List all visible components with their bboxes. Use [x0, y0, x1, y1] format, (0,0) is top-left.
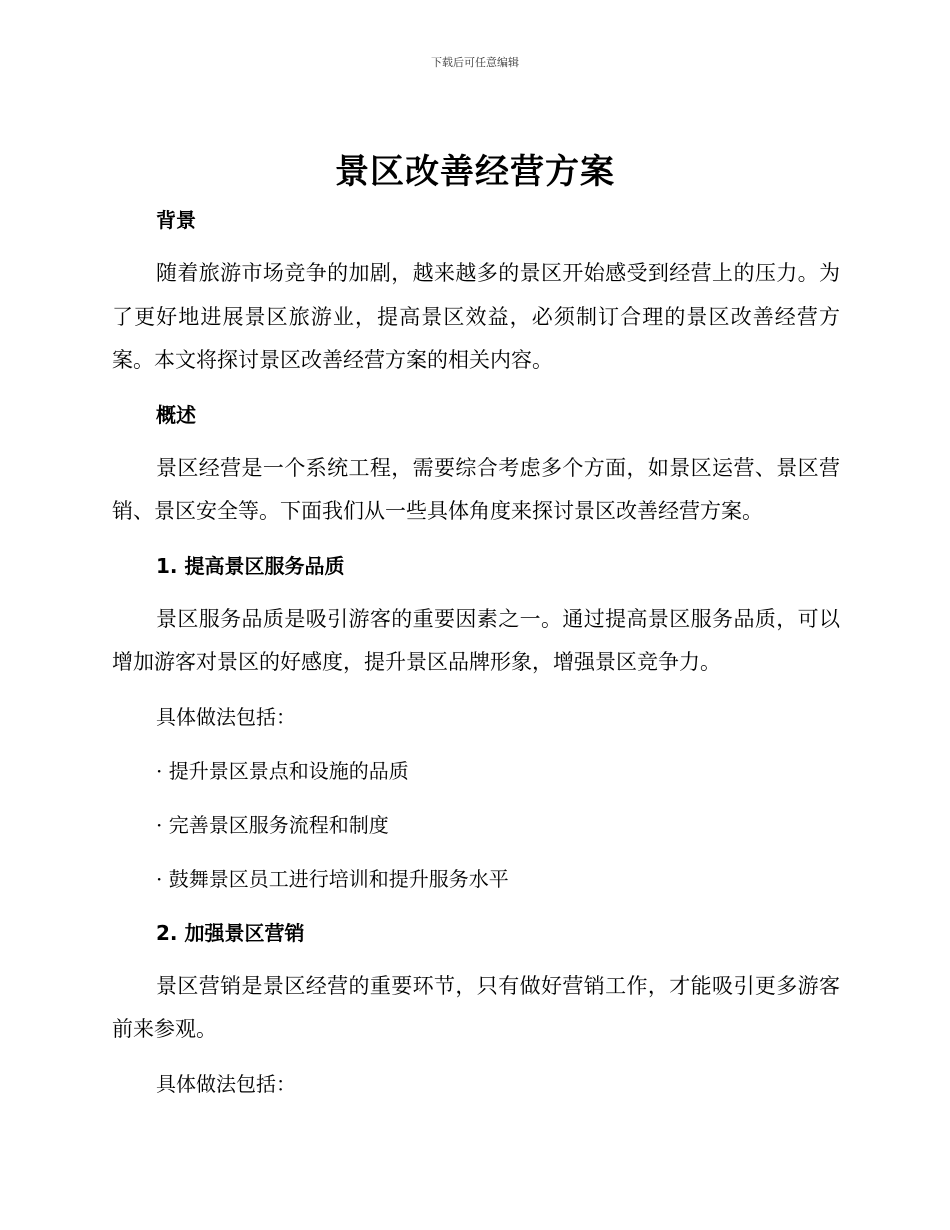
service-methods-label: 具体做法包括：: [156, 704, 296, 729]
document-body: [112, 200, 840, 1104]
header-note: 下载后可任意编辑: [431, 56, 519, 69]
marketing-paragraph: 景区营销是景区经营的重要环节，只有做好营销工作，才能吸引更多游客前来参观。: [112, 973, 840, 1041]
document-title: 景区改善经营方案: [335, 152, 615, 192]
list-item: · 鼓舞景区员工进行培训和提升服务水平: [156, 866, 509, 891]
service-paragraph: 景区服务品质是吸引游客的重要因素之一。通过提高景区服务品质，可以增加游客对景区的好感度，提升景区品牌形象，增强景区竞争力。: [112, 606, 840, 674]
section-heading-background: 背景: [156, 208, 196, 232]
list-item: · 完善景区服务流程和制度: [156, 812, 389, 837]
section-heading-service: 1. 提高景区服务品质: [156, 553, 345, 578]
background-paragraph: 随着旅游市场竞争的加剧，越来越多的景区开始感受到经营上的压力。为了更好地进展景区旅游业，提高景区效益，必须制订合理的景区改善经营方案。本文将探讨景区改善经营方案的相关内容。: [112, 261, 840, 372]
marketing-methods-label: 具体做法包括：: [156, 1071, 296, 1096]
overview-paragraph: 景区经营是一个系统工程，需要综合考虑多个方面，如景区运营、景区营销、景区安全等。下面我们从一些具体角度来探讨景区改善经营方案。: [112, 455, 840, 523]
list-item: · 提升景区景点和设施的品质: [156, 758, 409, 783]
section-heading-marketing: 2. 加强景区营销: [156, 920, 305, 945]
section-heading-overview: 概述: [156, 402, 196, 427]
